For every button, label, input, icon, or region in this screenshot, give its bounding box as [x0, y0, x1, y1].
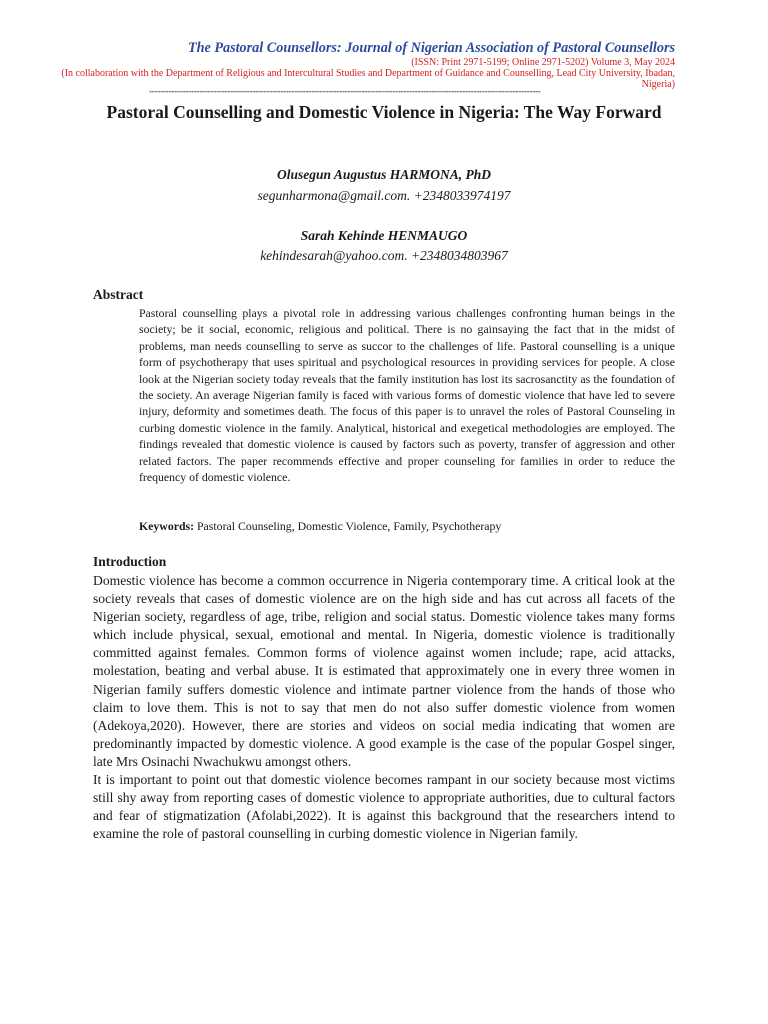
introduction-paragraph: Domestic violence has become a common occurrence in Nigeria contemporary time. A critical look at the society reveals that cases of domestic violence are on the high side and has cut across all facets of the Nigerian society, regardless of age, tribe, religion and social status. Domestic violence takes many forms which include physical, sexual, emotional and mental. In Nigeria, domestic violence is traditionally committed against females. Common forms of violence against women include; rape, acid attacks, molestation, beating and verbal abuse. It is estimated that approximately one in every three women in Nigerian family suffers domestic violence and intimate partner violence from the hands of those who claim to love them. This is not to say that men do not also suffer domestic violence from women (Adekoya,2020). However, there are stories and videos on social media indicating that women are predominantly impacted by domestic violence. A good example is the case of the popular Gospel singer, late Mrs Osinachi Nwachukwu amongst others. [93, 573, 675, 769]
author-contact: kehindesarah@yahoo.com. +2348034803967 [260, 248, 508, 263]
introduction-paragraph: It is important to point out that domestic violence becomes rampant in our society because most victims still shy away from reporting cases of domestic violence to appropriate authorities, due to cultural factors and fear of stigmatization (Afolabi,2022). It is against this background that the researchers intend to examine the role of pastoral counselling in curbing domestic violence in Nigerian family. [93, 772, 675, 842]
keywords-label: Keywords: [139, 519, 195, 533]
introduction-heading: Introduction [93, 554, 167, 569]
issn-line: (ISSN: Print 2971-5199; Online 2971-5202) Volume 3, May 2024 [411, 57, 675, 68]
abstract-heading: Abstract [93, 287, 144, 302]
author-name: Sarah Kehinde HENMAUGO [300, 228, 468, 243]
header-divider: -------------------------------------------------------------------------------------------------------------------------------------------- [149, 86, 541, 96]
author-name: Olusegun Augustus HARMONA, PhD [276, 167, 492, 182]
collaboration-note: (In collaboration with the Department of Religious and Intercultural Studies and Department of Guidance and Counselling, Lead City University, Ibadan, Nigeria) [61, 68, 675, 90]
abstract-body: Pastoral counselling plays a pivotal role in addressing various challenges confronting human beings in the society; be it social, economic, religious and political. There is no gainsaying the fact that in the midst of problems, man needs counselling to serve as succor to the challenges of life. Pastoral counselling is a unique form of psychotherapy that uses spiritual and psychological resources in providing services for people. A close look at the Nigerian society today reveals that the family institution has lost its sacrosanctity as the foundation of the society. An average Nigerian family is faced with various forms of domestic violence that have led to severe injury, deformity and sometimes death. The focus of this paper is to unravel the roles of Pastoral Counseling in curbing domestic violence in the family. Analytical, historical and exegetical methodologies are employed. The findings revealed that domestic violence is caused by factors such as poverty, transfer of aggression and other related factors. The paper recommends effective and proper counseling for families in order to reduce the frequency of domestic violence. [139, 306, 675, 485]
introduction-body [93, 572, 675, 843]
journal-title: The Pastoral Counsellors: Journal of Nigerian Association of Pastoral Counsellors [187, 40, 675, 56]
author-contact: segunharmona@gmail.com. +2348033974197 [257, 188, 511, 203]
keywords-line [139, 518, 675, 534]
paper-title: Pastoral Counselling and Domestic Violence in Nigeria: The Way Forward [106, 102, 662, 122]
keywords-list: Pastoral Counseling, Domestic Violence, Family, Psychotherapy [197, 519, 502, 533]
